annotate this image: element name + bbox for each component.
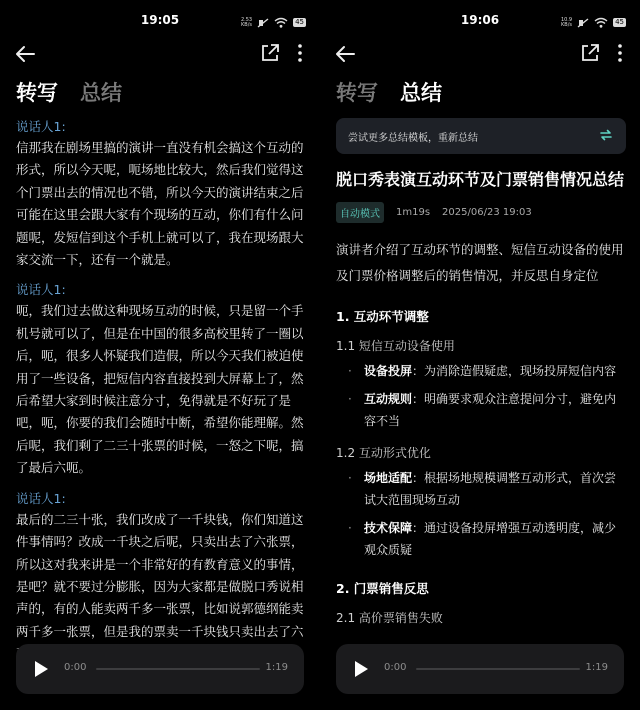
audio-duration: 1m19s [396,207,431,218]
resummarize-banner[interactable] [336,118,626,154]
tab-transcript[interactable]: 转写 [336,81,378,105]
tab-summary[interactable]: 总结 [80,81,122,105]
summary-title: 脱口秀表演互动环节及门票销售情况总结 [336,170,625,189]
summary-bullet [336,388,626,432]
bullet-term: 互动规则 [364,392,413,406]
total-duration: 1:19 [585,662,608,673]
bullet-text: ：为消除造假疑虑，现场投屏短信内容 [412,364,617,378]
speaker-label[interactable]: 说话人1: [16,282,66,298]
summary-meta [336,202,626,223]
segment-text: 最后的二三十张，我们改成了一千块钱，你们知道这件事情吗？改成一千块之后呢，只卖出去了六张票，所以这对我来讲是一个非常好的有教育意义的事情，是吧？就不要过分膨胀，因为大家都是做脱口秀说相声的，有的人能卖两千多一张票，比如说郭德纲能卖两千多一张票，但是我的票卖一千块钱只卖出去了六 [16,511,304,639]
current-time: 0:00 [384,662,407,673]
summary-bullet [336,467,626,511]
status-time: 19:06 [460,13,500,27]
status-bar [0,0,320,40]
audio-player [16,644,304,694]
speaker-label[interactable]: 说话人1: [16,119,66,134]
bullet-term: 场地适配 [364,471,413,485]
summary-intro: 演讲者介绍了互动环节的调整、短信互动设备的使用及门票价格调整后的销售情况，并反思自身定位 [336,242,624,283]
more-vertical-icon[interactable] [610,43,630,67]
wifi-icon [274,13,288,32]
mode-badge: 自动模式 [336,202,384,223]
net-speed: 10.9 KB/s [560,16,573,28]
tab-summary[interactable]: 总结 [400,81,442,105]
wifi-icon [594,13,608,32]
subsection-heading: 1.1 短信互动设备使用 [336,339,455,353]
current-time: 0:00 [64,662,87,673]
battery-indicator: 45 [295,18,304,26]
bullet-term: 设备投屏 [364,364,413,378]
status-time: 19:05 [140,13,180,27]
segment-text: 信那我在剧场里搞的演讲一直没有机会搞这个互动的形式，所以今天呢，呃场地比较大，然后我们觉得这个门票出去的情况也不错，所以今天的演讲结束之后可能在这里会跟大家有个现场的互动，你们有什么问题呢，发短信到这个手机上就可以了，我在现场跟大家交流一下，还有一个就是。 [16,140,304,268]
status-bar [320,0,640,40]
subsection-heading: 1.2 互动形式优化 [336,446,431,460]
bullet-text: ：通过设备投屏增强互动透明度，减少观众质疑 [364,521,617,557]
transcript-segment [16,490,306,666]
summary-bullet [336,517,626,561]
section-heading: 2. 门票销售反思 [336,581,429,596]
summary-screen [320,0,640,710]
bullet-text: ：根据场地规模调整互动形式，首次尝试大范围现场互动 [364,471,617,507]
progress-slider[interactable] [96,668,260,670]
arrow-left-icon[interactable] [334,43,356,69]
total-duration: 1:19 [265,662,288,673]
tab-transcript[interactable]: 转写 [16,81,58,105]
banner-text: 尝试更多总结模板，重新总结 [348,132,478,144]
audio-player [336,644,624,694]
silent-icon [257,13,269,32]
more-vertical-icon[interactable] [290,43,310,67]
share-icon[interactable] [580,43,600,67]
bullet-dot: · [348,471,352,485]
bullet-dot: · [348,364,352,378]
bullet-dot: · [348,521,352,535]
silent-icon [577,13,589,32]
battery-indicator: 45 [615,18,624,26]
subsection-heading: 2.1 高价票销售失败 [336,611,443,625]
segment-text: 呃，我们过去做这种现场互动的时候，只是留一个手机号就可以了，但是在中国的很多高校里转了一圈以后，呃，很多人怀疑我们造假，所以今天我们被迫使用了一些设备，把短信内容直接投到大屏幕上了，然后希望大家到时候注意分寸，免得就是不好玩了是吧，呃，你要的我们会随时中断，希望你能理解。然后呢，我们剩了二三十张票的时候，一怒之下呢，搞了最后六呃。 [16,303,304,476]
section-heading: 1. 互动环节调整 [336,309,429,324]
bullet-term: 技术保障 [364,521,413,535]
transcript-segment [16,118,306,271]
speaker-label[interactable]: 说话人1: [16,490,66,506]
net-speed: 2.53 KB/s [240,16,253,28]
progress-slider[interactable] [416,668,580,670]
transcript-list[interactable] [16,118,306,639]
record-datetime: 2025/06/23 19:03 [442,207,532,218]
arrow-left-icon[interactable] [14,43,36,69]
bullet-dot: · [348,392,352,406]
share-icon[interactable] [260,43,280,67]
refresh-icon[interactable] [598,127,614,146]
bullet-text: ：明确要求观众注意提问分寸，避免内容不当 [364,392,617,428]
play-icon[interactable] [33,660,49,682]
summary-content[interactable] [336,118,626,633]
transcript-segment [16,281,306,479]
summary-bullet [336,360,626,382]
play-icon[interactable] [353,660,369,682]
